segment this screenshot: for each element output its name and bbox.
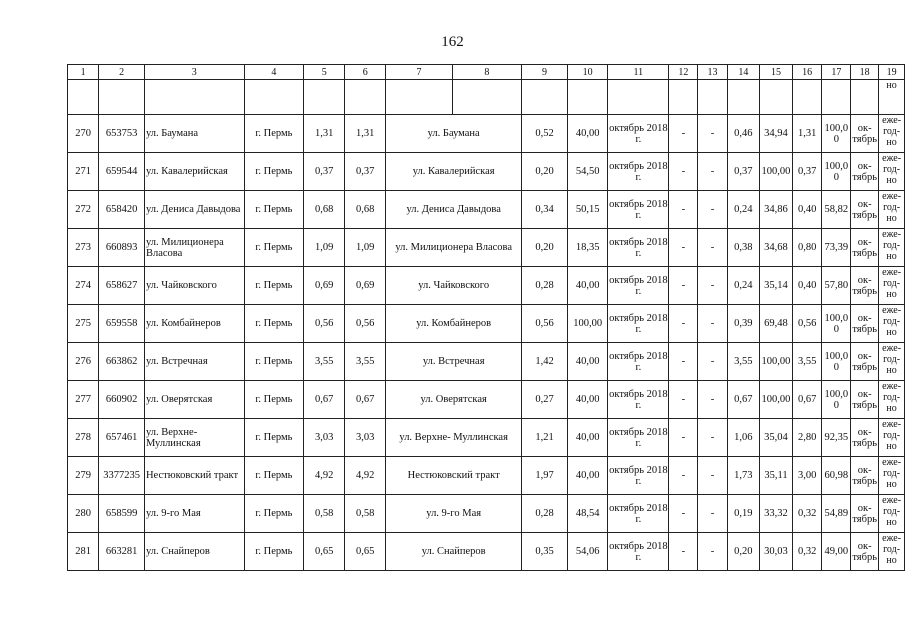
road-name-cell: ул. Снайперов bbox=[386, 533, 522, 571]
date-cell: октябрь 2018 г. bbox=[608, 343, 669, 381]
month-cell: ок- тябрь bbox=[851, 305, 879, 343]
page-number: 162 bbox=[441, 34, 464, 50]
month-cell: ок- тябрь bbox=[851, 495, 879, 533]
percent-cell: 33,32 bbox=[760, 495, 793, 533]
dash-cell: - bbox=[698, 305, 727, 343]
value-cell: 0,32 bbox=[792, 495, 822, 533]
length-cell: 0,69 bbox=[304, 267, 345, 305]
continuation-row bbox=[68, 80, 905, 115]
object-code-cell: 660893 bbox=[99, 229, 145, 267]
column-number-row bbox=[68, 65, 905, 80]
value-cell: 0,20 bbox=[522, 153, 568, 191]
frequency-cell: еже- год- но bbox=[879, 343, 905, 381]
empty-cell bbox=[567, 80, 608, 115]
percent-cell: 100,0 0 bbox=[822, 381, 851, 419]
row-number-cell: 272 bbox=[68, 191, 99, 229]
frequency-cell: еже- год- но bbox=[879, 381, 905, 419]
dash-cell: - bbox=[669, 343, 698, 381]
row-number-cell: 270 bbox=[68, 115, 99, 153]
table-row bbox=[68, 457, 905, 495]
length-cell: 3,55 bbox=[345, 343, 386, 381]
length-cell: 1,09 bbox=[304, 229, 345, 267]
col-header: 3 bbox=[144, 65, 244, 80]
percent-cell: 49,00 bbox=[822, 533, 851, 571]
city-cell: г. Пермь bbox=[244, 229, 304, 267]
value-cell: 1,42 bbox=[522, 343, 568, 381]
percent-cell: 50,15 bbox=[567, 191, 608, 229]
table-row bbox=[68, 495, 905, 533]
empty-cell bbox=[345, 80, 386, 115]
col-header: 7 bbox=[386, 65, 452, 80]
percent-cell: 100,0 0 bbox=[822, 153, 851, 191]
city-cell: г. Пермь bbox=[244, 305, 304, 343]
empty-cell bbox=[727, 80, 759, 115]
city-cell: г. Пермь bbox=[244, 267, 304, 305]
month-cell: ок- тябрь bbox=[851, 267, 879, 305]
dash-cell: - bbox=[669, 457, 698, 495]
object-code-cell: 658599 bbox=[99, 495, 145, 533]
date-cell: октябрь 2018 г. bbox=[608, 381, 669, 419]
street-cell: ул. Чайковского bbox=[144, 267, 244, 305]
value-cell: 0,67 bbox=[792, 381, 822, 419]
length-cell: 0,56 bbox=[304, 305, 345, 343]
percent-cell: 57,80 bbox=[822, 267, 851, 305]
dash-cell: - bbox=[669, 229, 698, 267]
road-name-cell: ул. Верхне- Муллинская bbox=[386, 419, 522, 457]
object-code-cell: 657461 bbox=[99, 419, 145, 457]
row-number-cell: 278 bbox=[68, 419, 99, 457]
city-cell: г. Пермь bbox=[244, 495, 304, 533]
date-cell: октябрь 2018 г. bbox=[608, 305, 669, 343]
frequency-cell: еже- год- но bbox=[879, 305, 905, 343]
table-row bbox=[68, 419, 905, 457]
street-cell: ул. Оверятская bbox=[144, 381, 244, 419]
percent-cell: 100,00 bbox=[760, 153, 793, 191]
length-cell: 0,68 bbox=[304, 191, 345, 229]
length-cell: 0,56 bbox=[345, 305, 386, 343]
road-name-cell: ул. Дениса Давыдова bbox=[386, 191, 522, 229]
percent-cell: 100,00 bbox=[567, 305, 608, 343]
dash-cell: - bbox=[698, 533, 727, 571]
frequency-cell: еже- год- но bbox=[879, 495, 905, 533]
value-cell: 0,28 bbox=[522, 495, 568, 533]
empty-cell bbox=[608, 80, 669, 115]
col-header: 19 bbox=[879, 65, 905, 80]
col-header: 10 bbox=[567, 65, 608, 80]
street-cell: ул. Комбайнеров bbox=[144, 305, 244, 343]
empty-cell bbox=[99, 80, 145, 115]
month-cell: ок- тябрь bbox=[851, 229, 879, 267]
length-cell: 1,09 bbox=[345, 229, 386, 267]
percent-cell: 69,48 bbox=[760, 305, 793, 343]
value-cell: 0,80 bbox=[792, 229, 822, 267]
length-cell: 1,31 bbox=[345, 115, 386, 153]
street-cell: ул. Баумана bbox=[144, 115, 244, 153]
frequency-cell: еже- год- но bbox=[879, 419, 905, 457]
percent-cell: 100,00 bbox=[760, 343, 793, 381]
frequency-cell: еже- год- но bbox=[879, 191, 905, 229]
object-code-cell: 663862 bbox=[99, 343, 145, 381]
month-cell: ок- тябрь bbox=[851, 419, 879, 457]
percent-cell: 60,98 bbox=[822, 457, 851, 495]
empty-cell bbox=[304, 80, 345, 115]
value-cell: 0,40 bbox=[792, 267, 822, 305]
col-header: 15 bbox=[760, 65, 793, 80]
dash-cell: - bbox=[698, 267, 727, 305]
dash-cell: - bbox=[669, 533, 698, 571]
value-cell: 0,56 bbox=[522, 305, 568, 343]
dash-cell: - bbox=[698, 419, 727, 457]
value-cell: 0,20 bbox=[522, 229, 568, 267]
value-cell: 0,39 bbox=[727, 305, 759, 343]
empty-cell bbox=[760, 80, 793, 115]
date-cell: октябрь 2018 г. bbox=[608, 533, 669, 571]
road-name-cell: ул. 9-го Мая bbox=[386, 495, 522, 533]
street-cell: Нестюковский тракт bbox=[144, 457, 244, 495]
value-cell: 0,38 bbox=[727, 229, 759, 267]
table-row bbox=[68, 229, 905, 267]
street-cell: ул. 9-го Мая bbox=[144, 495, 244, 533]
value-cell: 0,37 bbox=[727, 153, 759, 191]
length-cell: 3,03 bbox=[345, 419, 386, 457]
value-cell: 1,97 bbox=[522, 457, 568, 495]
col-header: 8 bbox=[452, 65, 521, 80]
month-cell: ок- тябрь bbox=[851, 343, 879, 381]
table-row bbox=[68, 305, 905, 343]
frequency-cell: еже- год- но bbox=[879, 115, 905, 153]
length-cell: 0,69 bbox=[345, 267, 386, 305]
dash-cell: - bbox=[669, 495, 698, 533]
value-cell: 2,80 bbox=[792, 419, 822, 457]
dash-cell: - bbox=[698, 457, 727, 495]
dash-cell: - bbox=[698, 495, 727, 533]
frequency-cell: еже- год- но bbox=[879, 457, 905, 495]
frequency-cell: но bbox=[879, 80, 905, 115]
col-header: 2 bbox=[99, 65, 145, 80]
object-code-cell: 653753 bbox=[99, 115, 145, 153]
dash-cell: - bbox=[698, 115, 727, 153]
row-number-cell: 273 bbox=[68, 229, 99, 267]
percent-cell: 40,00 bbox=[567, 457, 608, 495]
empty-cell bbox=[851, 80, 879, 115]
value-cell: 0,56 bbox=[792, 305, 822, 343]
col-header: 4 bbox=[244, 65, 304, 80]
city-cell: г. Пермь bbox=[244, 153, 304, 191]
object-code-cell: 663281 bbox=[99, 533, 145, 571]
empty-cell bbox=[386, 80, 452, 115]
value-cell: 0,20 bbox=[727, 533, 759, 571]
month-cell: ок- тябрь bbox=[851, 533, 879, 571]
road-name-cell: ул. Оверятская bbox=[386, 381, 522, 419]
street-cell: ул. Верхне- Муллинская bbox=[144, 419, 244, 457]
object-code-cell: 659544 bbox=[99, 153, 145, 191]
city-cell: г. Пермь bbox=[244, 533, 304, 571]
length-cell: 0,65 bbox=[304, 533, 345, 571]
road-name-cell: ул. Комбайнеров bbox=[386, 305, 522, 343]
length-cell: 0,37 bbox=[304, 153, 345, 191]
percent-cell: 40,00 bbox=[567, 381, 608, 419]
value-cell: 0,52 bbox=[522, 115, 568, 153]
city-cell: г. Пермь bbox=[244, 419, 304, 457]
dash-cell: - bbox=[698, 229, 727, 267]
value-cell: 3,55 bbox=[727, 343, 759, 381]
table-row bbox=[68, 533, 905, 571]
date-cell: октябрь 2018 г. bbox=[608, 229, 669, 267]
length-cell: 4,92 bbox=[345, 457, 386, 495]
table-row bbox=[68, 267, 905, 305]
col-header: 12 bbox=[669, 65, 698, 80]
road-name-cell: ул. Баумана bbox=[386, 115, 522, 153]
empty-cell bbox=[822, 80, 851, 115]
object-code-cell: 3377235 bbox=[99, 457, 145, 495]
length-cell: 0,67 bbox=[304, 381, 345, 419]
value-cell: 0,19 bbox=[727, 495, 759, 533]
value-cell: 0,46 bbox=[727, 115, 759, 153]
month-cell: ок- тябрь bbox=[851, 153, 879, 191]
length-cell: 0,67 bbox=[345, 381, 386, 419]
col-header: 1 bbox=[68, 65, 99, 80]
percent-cell: 100,0 0 bbox=[822, 115, 851, 153]
value-cell: 3,00 bbox=[792, 457, 822, 495]
dash-cell: - bbox=[698, 191, 727, 229]
road-name-cell: ул. Встречная bbox=[386, 343, 522, 381]
road-name-cell: Нестюковский тракт bbox=[386, 457, 522, 495]
city-cell: г. Пермь bbox=[244, 343, 304, 381]
percent-cell: 40,00 bbox=[567, 343, 608, 381]
road-name-cell: ул. Милиционера Власова bbox=[386, 229, 522, 267]
table-row bbox=[68, 115, 905, 153]
frequency-cell: еже- год- но bbox=[879, 267, 905, 305]
date-cell: октябрь 2018 г. bbox=[608, 115, 669, 153]
empty-cell bbox=[144, 80, 244, 115]
table-row bbox=[68, 191, 905, 229]
row-number-cell: 275 bbox=[68, 305, 99, 343]
empty-cell bbox=[68, 80, 99, 115]
percent-cell: 34,94 bbox=[760, 115, 793, 153]
value-cell: 0,28 bbox=[522, 267, 568, 305]
dash-cell: - bbox=[669, 419, 698, 457]
dash-cell: - bbox=[669, 305, 698, 343]
col-header: 16 bbox=[792, 65, 822, 80]
empty-cell bbox=[698, 80, 727, 115]
dash-cell: - bbox=[698, 343, 727, 381]
col-header: 18 bbox=[851, 65, 879, 80]
percent-cell: 92,35 bbox=[822, 419, 851, 457]
percent-cell: 54,50 bbox=[567, 153, 608, 191]
month-cell: ок- тябрь bbox=[851, 191, 879, 229]
value-cell: 1,73 bbox=[727, 457, 759, 495]
table-row bbox=[68, 153, 905, 191]
value-cell: 0,67 bbox=[727, 381, 759, 419]
value-cell: 0,40 bbox=[792, 191, 822, 229]
value-cell: 1,31 bbox=[792, 115, 822, 153]
dash-cell: - bbox=[698, 153, 727, 191]
date-cell: октябрь 2018 г. bbox=[608, 267, 669, 305]
dash-cell: - bbox=[698, 381, 727, 419]
frequency-cell: еже- год- но bbox=[879, 153, 905, 191]
city-cell: г. Пермь bbox=[244, 457, 304, 495]
percent-cell: 100,0 0 bbox=[822, 305, 851, 343]
value-cell: 0,35 bbox=[522, 533, 568, 571]
row-number-cell: 271 bbox=[68, 153, 99, 191]
length-cell: 0,58 bbox=[304, 495, 345, 533]
object-code-cell: 659558 bbox=[99, 305, 145, 343]
percent-cell: 35,04 bbox=[760, 419, 793, 457]
percent-cell: 73,39 bbox=[822, 229, 851, 267]
street-cell: ул. Снайперов bbox=[144, 533, 244, 571]
percent-cell: 35,11 bbox=[760, 457, 793, 495]
length-cell: 0,58 bbox=[345, 495, 386, 533]
empty-cell bbox=[792, 80, 822, 115]
dash-cell: - bbox=[669, 267, 698, 305]
dash-cell: - bbox=[669, 115, 698, 153]
percent-cell: 35,14 bbox=[760, 267, 793, 305]
percent-cell: 54,89 bbox=[822, 495, 851, 533]
value-cell: 3,55 bbox=[792, 343, 822, 381]
length-cell: 4,92 bbox=[304, 457, 345, 495]
month-cell: ок- тябрь bbox=[851, 381, 879, 419]
percent-cell: 100,00 bbox=[760, 381, 793, 419]
road-name-cell: ул. Кавалерийская bbox=[386, 153, 522, 191]
empty-cell bbox=[522, 80, 568, 115]
row-number-cell: 276 bbox=[68, 343, 99, 381]
value-cell: 1,21 bbox=[522, 419, 568, 457]
street-cell: ул. Кавалерийская bbox=[144, 153, 244, 191]
length-cell: 3,03 bbox=[304, 419, 345, 457]
road-name-cell: ул. Чайковского bbox=[386, 267, 522, 305]
object-code-cell: 658420 bbox=[99, 191, 145, 229]
value-cell: 0,24 bbox=[727, 191, 759, 229]
empty-cell bbox=[452, 80, 521, 115]
dash-cell: - bbox=[669, 381, 698, 419]
length-cell: 0,68 bbox=[345, 191, 386, 229]
date-cell: октябрь 2018 г. bbox=[608, 457, 669, 495]
percent-cell: 40,00 bbox=[567, 267, 608, 305]
value-cell: 1,06 bbox=[727, 419, 759, 457]
percent-cell: 34,86 bbox=[760, 191, 793, 229]
street-cell: ул. Милиционера Власова bbox=[144, 229, 244, 267]
percent-cell: 40,00 bbox=[567, 115, 608, 153]
empty-cell bbox=[244, 80, 304, 115]
row-number-cell: 280 bbox=[68, 495, 99, 533]
row-number-cell: 279 bbox=[68, 457, 99, 495]
date-cell: октябрь 2018 г. bbox=[608, 419, 669, 457]
street-cell: ул. Встречная bbox=[144, 343, 244, 381]
city-cell: г. Пермь bbox=[244, 381, 304, 419]
table-row bbox=[68, 381, 905, 419]
row-number-cell: 274 bbox=[68, 267, 99, 305]
object-code-cell: 658627 bbox=[99, 267, 145, 305]
col-header: 9 bbox=[522, 65, 568, 80]
dash-cell: - bbox=[669, 153, 698, 191]
length-cell: 0,37 bbox=[345, 153, 386, 191]
percent-cell: 30,03 bbox=[760, 533, 793, 571]
table-row bbox=[68, 343, 905, 381]
street-cell: ул. Дениса Давыдова bbox=[144, 191, 244, 229]
length-cell: 0,65 bbox=[345, 533, 386, 571]
month-cell: ок- тябрь bbox=[851, 457, 879, 495]
register-table bbox=[67, 64, 905, 571]
empty-cell bbox=[669, 80, 698, 115]
date-cell: октябрь 2018 г. bbox=[608, 153, 669, 191]
percent-cell: 100,0 0 bbox=[822, 343, 851, 381]
frequency-cell: еже- год- но bbox=[879, 533, 905, 571]
col-header: 6 bbox=[345, 65, 386, 80]
col-header: 17 bbox=[822, 65, 851, 80]
row-number-cell: 277 bbox=[68, 381, 99, 419]
dash-cell: - bbox=[669, 191, 698, 229]
col-header: 11 bbox=[608, 65, 669, 80]
percent-cell: 18,35 bbox=[567, 229, 608, 267]
city-cell: г. Пермь bbox=[244, 115, 304, 153]
percent-cell: 58,82 bbox=[822, 191, 851, 229]
frequency-cell: еже- год- но bbox=[879, 229, 905, 267]
value-cell: 0,37 bbox=[792, 153, 822, 191]
date-cell: октябрь 2018 г. bbox=[608, 495, 669, 533]
value-cell: 0,34 bbox=[522, 191, 568, 229]
percent-cell: 40,00 bbox=[567, 419, 608, 457]
value-cell: 0,32 bbox=[792, 533, 822, 571]
row-number-cell: 281 bbox=[68, 533, 99, 571]
month-cell: ок- тябрь bbox=[851, 115, 879, 153]
percent-cell: 54,06 bbox=[567, 533, 608, 571]
city-cell: г. Пермь bbox=[244, 191, 304, 229]
length-cell: 3,55 bbox=[304, 343, 345, 381]
col-header: 5 bbox=[304, 65, 345, 80]
col-header: 13 bbox=[698, 65, 727, 80]
percent-cell: 48,54 bbox=[567, 495, 608, 533]
length-cell: 1,31 bbox=[304, 115, 345, 153]
value-cell: 0,24 bbox=[727, 267, 759, 305]
date-cell: октябрь 2018 г. bbox=[608, 191, 669, 229]
percent-cell: 34,68 bbox=[760, 229, 793, 267]
col-header: 14 bbox=[727, 65, 759, 80]
value-cell: 0,27 bbox=[522, 381, 568, 419]
object-code-cell: 660902 bbox=[99, 381, 145, 419]
